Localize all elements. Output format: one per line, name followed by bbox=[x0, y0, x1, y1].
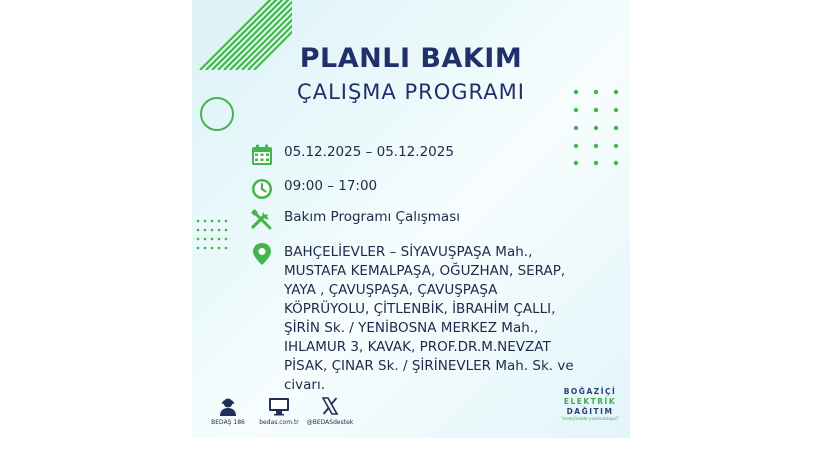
clock-icon bbox=[250, 177, 274, 201]
social-label: @BEDASdestek bbox=[306, 419, 354, 426]
location-row bbox=[250, 242, 584, 395]
date-range: 05.12.2025 – 05.12.2025 bbox=[284, 144, 454, 160]
phone-label: BEDAŞ 186 bbox=[211, 419, 245, 426]
time-range: 09:00 – 17:00 bbox=[284, 178, 378, 194]
logo-slogan: "enerjimizle yanınızdayız" bbox=[560, 417, 620, 422]
footer-phone[interactable] bbox=[208, 396, 248, 426]
x-logo-icon bbox=[320, 396, 340, 416]
date-row bbox=[250, 143, 454, 167]
logo-line-3: DAĞITIM bbox=[566, 407, 614, 416]
footer-social[interactable] bbox=[304, 396, 356, 426]
work-type: Bakım Programı Çalışması bbox=[284, 209, 460, 225]
call-center-icon bbox=[218, 396, 238, 416]
time-row bbox=[250, 177, 377, 201]
footer-website[interactable] bbox=[254, 396, 304, 426]
monitor-icon bbox=[268, 396, 290, 416]
decorative-dots-left bbox=[194, 218, 230, 252]
work-row bbox=[250, 208, 460, 232]
location-list: BAHÇELİEVLER – SİYAVUŞPAŞA Mah., MUSTAFA KEMALPAŞA, OĞUZHAN, SERAP, YAYA , ÇAVUŞPAŞA, ÇAVUŞPAŞA KÖPRÜYOLU, ÇİTLENBİK, İBRAHİM ÇALLI, ŞİRİN Sk. / YENİBOSNA MERKEZ Mah., IHLAMUR 3, KAVAK, PROF.DR.M.NEVZAT PİSAK, ÇINAR Sk. / ŞİRİNEVLER Mah. Sk. ve civarı. bbox=[284, 244, 574, 393]
web-label: bedas.com.tr bbox=[259, 419, 299, 426]
logo-line-2: ELEKTRİK bbox=[563, 397, 617, 406]
map-pin-icon bbox=[250, 242, 274, 266]
bedas-logo bbox=[558, 387, 622, 422]
page-title: PLANLI BAKIM bbox=[299, 43, 523, 74]
logo-line-1: BOĞAZİÇİ bbox=[563, 387, 617, 396]
page-subtitle: ÇALIŞMA PROGRAMI bbox=[297, 80, 525, 104]
calendar-icon bbox=[250, 143, 274, 167]
tools-icon bbox=[250, 208, 274, 232]
announcement-card bbox=[192, 0, 630, 438]
